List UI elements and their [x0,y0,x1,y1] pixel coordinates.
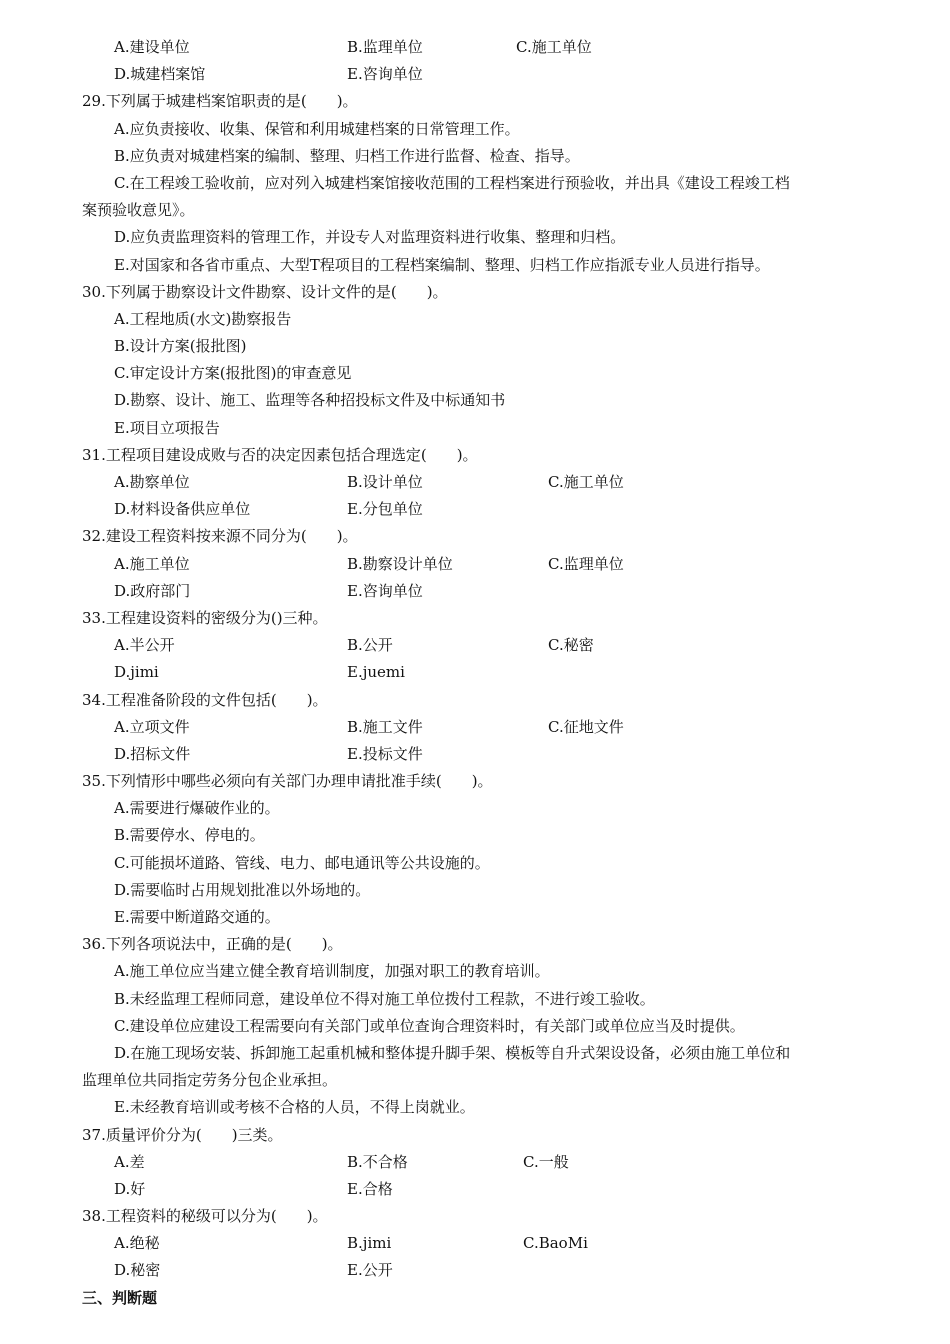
option-statement: E.需要中断道路交通的。 [114,908,280,926]
continuation-text: 监理单位共同指定劳务分包企业承担。 [82,1071,338,1090]
option-statement: B.未经监理工程师同意，建设单位不得对施工单位拨付工程款，不进行竣工验收。 [114,989,655,1008]
option-row [0,1257,950,1284]
text-line [0,387,950,414]
option-row [0,632,950,659]
text-line [0,143,950,170]
option-row [0,578,950,605]
text-line [0,986,950,1013]
text-line [0,1013,950,1040]
question-line [0,442,950,469]
answer-option: A.勘察单位 [114,473,190,491]
text-line [0,877,950,904]
answer-option: E.合格 [347,1179,393,1198]
text-line [0,170,950,197]
text-line [0,224,950,251]
option-row [0,469,950,496]
answer-option: C.施工单位 [516,38,592,56]
question-line [0,1122,950,1149]
answer-option: E.咨询单位 [347,65,423,84]
question-text: 36.下列各项说法中，正确的是( )。 [82,935,343,954]
answer-option: D.材料设备供应单位 [114,500,251,519]
section-line [0,1285,950,1312]
text-line [0,252,950,279]
answer-option: B.设计单位 [347,473,423,491]
text-line [0,415,950,442]
option-statement: A.应负责接收、收集、保管和利用城建档案的日常管理工作。 [114,119,520,138]
option-row [0,34,950,61]
option-row [0,61,950,88]
question-text: 31.工程项目建设成败与否的决定因素包括合理选定( )。 [82,445,478,464]
text-line [0,850,950,877]
option-row [0,1149,950,1176]
answer-option: B.监理单位 [347,38,423,56]
answer-option: D.城建档案馆 [114,65,206,84]
question-text: 30.下列属于勘察设计文件勘察、设计文件的是( )。 [82,282,448,301]
option-statement: C.建设单位应建设工程需要向有关部门或单位查询合理资料时，有关部门或单位应当及时提供。 [114,1016,745,1035]
text-line [0,822,950,849]
option-statement: C.可能损坏道路、管线、电力、邮电通讯等公共设施的。 [114,853,490,872]
text-line [0,360,950,387]
continuation-text: 案预验收意见》。 [82,201,195,220]
answer-option: A.施工单位 [114,554,190,573]
answer-option: D.好 [114,1179,146,1198]
option-statement: C.审定设计方案(报批图)的审查意见 [114,364,352,383]
question-line [0,687,950,714]
answer-option: D.招标文件 [114,744,191,763]
question-line [0,279,950,306]
option-statement: D.应负责监理资料的管理工作，并设专人对监理资料进行收集、整理和归档。 [114,228,626,247]
text-line [0,1094,950,1121]
answer-option: B.不合格 [347,1152,408,1171]
option-row [0,741,950,768]
answer-option: A.立项文件 [114,717,190,736]
question-text: 33.工程建设资料的密级分为()三种。 [82,608,328,627]
answer-option: E.juemi [347,663,405,682]
text-line [0,333,950,360]
answer-option: C.BaoMi [523,1234,588,1253]
answer-option: D.秘密 [114,1261,161,1280]
option-row [0,1176,950,1203]
option-statement: E.项目立项报告 [114,418,220,437]
text-line [0,958,950,985]
option-statement: E.未经教育培训或考核不合格的人员，不得上岗就业。 [114,1098,475,1117]
question-text: 35.下列情形中哪些必须向有关部门办理申请批准手续( )。 [82,772,493,791]
question-line [0,523,950,550]
option-statement: B.设计方案(报批图) [114,337,247,356]
option-statement: B.应负责对城建档案的编制、整理、归档工作进行监督、检查、指导。 [114,146,580,165]
answer-option: B.jimi [347,1234,392,1253]
text-line [0,197,950,224]
answer-option: C.监理单位 [548,554,624,573]
answer-option: A.差 [114,1152,145,1171]
question-line [0,931,950,958]
answer-option: E.投标文件 [347,744,423,763]
answer-option: D.政府部门 [114,581,191,600]
answer-option: B.勘察设计单位 [347,554,453,573]
text-line [0,1040,950,1067]
option-statement: E.对国家和各省市重点、大型T程项目的工程档案编制、整理、归档工作应指派专业人员进行指导。 [114,255,770,274]
answer-option: E.咨询单位 [347,581,423,600]
option-statement: A.工程地质(水文)勘察报告 [114,309,292,328]
option-statement: C.在工程竣工验收前，应对列入城建档案馆接收范围的工程档案进行预验收，并出具《建设工程竣工档 [114,173,790,192]
answer-option: E.分包单位 [347,500,423,519]
text-line [0,116,950,143]
answer-option: C.征地文件 [548,717,624,736]
answer-option: A.半公开 [114,636,175,655]
option-statement: B.需要停水、停电的。 [114,826,265,845]
option-row [0,1230,950,1257]
answer-option: C.秘密 [548,636,594,655]
document-body [0,34,950,1312]
option-statement: D.在施工现场安装、拆卸施工起重机械和整体提升脚手架、模板等自升式架设设备，必须由施工单位和 [114,1043,791,1062]
text-line [0,1067,950,1094]
question-line [0,605,950,632]
option-row [0,551,950,578]
answer-option: C.施工单位 [548,473,624,491]
answer-option: A.绝秘 [114,1234,160,1253]
text-line [0,904,950,931]
answer-option: B.公开 [347,636,393,655]
answer-option: B.施工文件 [347,717,423,736]
answer-option: C.一般 [523,1152,569,1171]
option-statement: A.施工单位应当建立健全教育培训制度，加强对职工的教育培训。 [114,962,550,981]
question-text: 32.建设工程资料按来源不同分为( )。 [82,527,358,546]
question-text: 37.质量评价分为( )三类。 [82,1125,283,1144]
option-statement: A.需要进行爆破作业的。 [114,799,280,818]
option-row [0,496,950,523]
text-line [0,795,950,822]
answer-option: A.建设单位 [114,38,190,56]
option-statement: D.需要临时占用规划批准以外场地的。 [114,880,371,899]
question-line [0,88,950,115]
question-text: 38.工程资料的秘级可以分为( )。 [82,1207,328,1226]
question-text: 34.工程准备阶段的文件包括( )。 [82,690,328,709]
answer-option: D.jimi [114,663,159,682]
answer-option: E.公开 [347,1261,393,1280]
question-line [0,1203,950,1230]
option-statement: D.勘察、设计、施工、监理等各种招投标文件及中标通知书 [114,391,506,410]
section-heading: 三、判断题 [82,1288,158,1307]
option-row [0,659,950,686]
question-line [0,768,950,795]
question-text: 29.下列属于城建档案馆职责的是( )。 [82,92,358,111]
option-row [0,714,950,741]
text-line [0,306,950,333]
